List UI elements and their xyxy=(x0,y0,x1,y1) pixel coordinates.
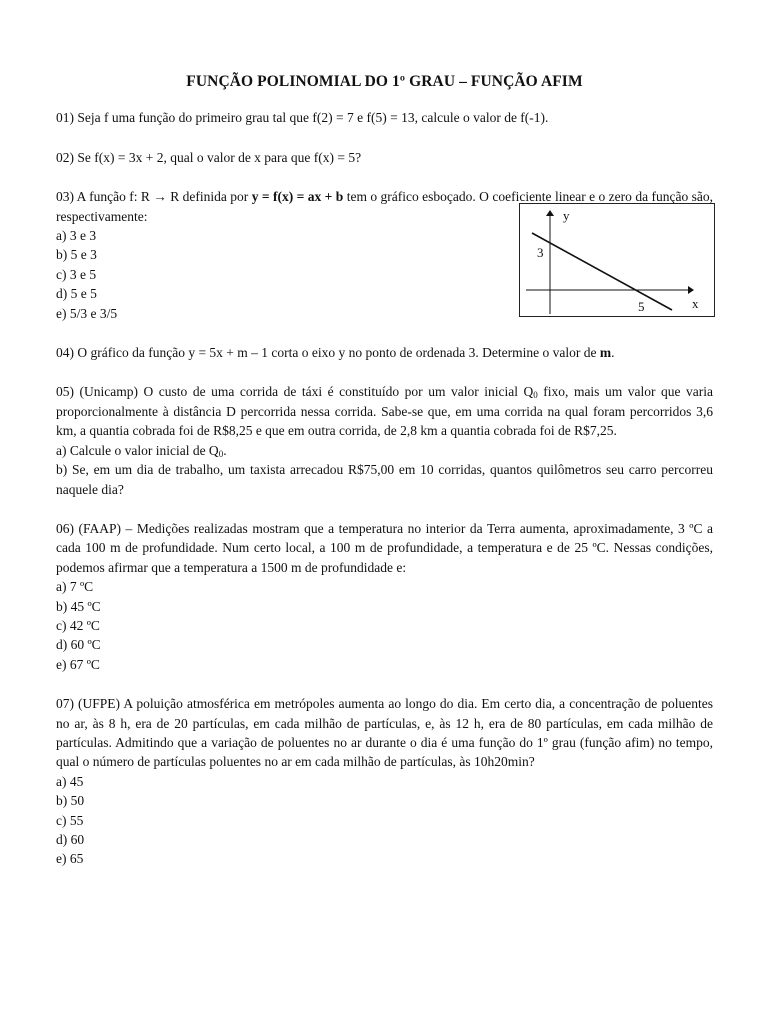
question-04 xyxy=(56,343,713,362)
question-03-option: d) 5 e 5 xyxy=(56,286,97,302)
question-04-variable: m xyxy=(599,345,612,361)
question-02 xyxy=(56,148,713,167)
y-axis-arrow xyxy=(546,210,554,216)
question-06-option: b) 45 ºC xyxy=(56,598,101,614)
x-intercept-label: 5 xyxy=(638,299,645,315)
question-07 xyxy=(56,694,713,869)
line-graph xyxy=(519,203,715,317)
question-05-item-b: b) Se, em um dia de trabalho, um taxista arrecadou R$75,00 em 10 corridas, quantos quilômetros seu carro percorreu naquele dia? xyxy=(56,462,713,497)
question-05-text xyxy=(56,382,713,440)
question-07-text: 07) (UFPE) A poluição atmosférica em metrópoles aumenta ao longo do dia. Em certo dia, a concentração de poluentes no ar, às 8 h, era de 20 partículas, em cada milhão de partículas, e, às 12 h, era de 80 partículas, em cada milhão de partículas. Admitindo que a variação de poluentes no ar durante o dia é uma função do 1º grau (função afim) no tempo, qual o número de partículas poluentes no ar em cada milhão de partículas, às 10h20min? xyxy=(56,696,713,770)
function-line xyxy=(532,233,672,310)
question-03-option: b) 5 e 3 xyxy=(56,247,97,263)
question-05-subscript: 0 xyxy=(533,390,538,401)
question-05 xyxy=(56,382,713,498)
question-06-option: a) 7 ºC xyxy=(56,579,94,595)
question-02-text: 02) Se f(x) = 3x + 2, qual o valor de x para que f(x) = 5? xyxy=(56,149,362,165)
question-06-option: e) 67 ºC xyxy=(56,656,100,672)
question-05-item-a-subscript: 0 xyxy=(218,448,224,459)
question-05-text-b: fixo, mais um valor que varia proporcionalmente à distância D percorrida nessa corrida. Sabe-se que, em uma corrida na qual foram percorridos 3,6 km, a quantia cobrada foi de R$8,25 e que em outra corrida, de 2,8 km a quantia cobrada foi de R$7,25. xyxy=(56,384,713,439)
question-03-text-b: tem o gráfico esboçado. O coeficiente linear e o zero da função são, respectivamente: xyxy=(56,189,714,224)
question-05-item-a xyxy=(56,441,713,460)
worksheet xyxy=(56,72,713,889)
question-06-text: 06) (FAAP) – Medições realizadas mostram que a temperatura no interior da Terra aumenta, aproximadamente, 3 ºC a cada 100 m de profundidade. Num certo local, a 100 m de profundidade, a temperatura e de 25 ºC. Nessas condições, podemos afirmar que a temperatura a 1500 m de profundidade e: xyxy=(56,520,713,575)
question-06-option: d) 60 ºC xyxy=(56,637,101,653)
question-03-option: e) 5/3 e 3/5 xyxy=(56,305,118,321)
question-07-option: e) 65 xyxy=(56,851,84,867)
question-05-text-a: 05) (Unicamp) O custo de uma corrida de táxi é constituído por um valor inicial Q xyxy=(56,384,534,400)
question-07-option: b) 50 xyxy=(56,793,85,809)
question-01 xyxy=(56,108,713,127)
question-03 xyxy=(56,187,713,323)
line-graph-svg xyxy=(520,204,714,316)
question-07-option: c) 55 xyxy=(56,812,84,828)
question-06-option: c) 42 ºC xyxy=(56,617,100,633)
question-05-item-a-text: a) Calcule o valor inicial de Q xyxy=(56,442,219,458)
question-07-option: d) 60 xyxy=(56,832,85,847)
question-04-end: . xyxy=(611,345,615,361)
question-03-text-a: 03) A função f: R → R definida por xyxy=(56,189,252,205)
x-axis-label: x xyxy=(692,296,699,312)
question-05-item-a-end: . xyxy=(223,442,227,458)
question-07-option: a) 45 xyxy=(56,773,84,789)
question-06 xyxy=(56,519,713,674)
y-axis-label: y xyxy=(563,208,570,224)
question-03-formula: y = f(x) = ax + b xyxy=(251,189,344,205)
question-03-option: a) 3 e 3 xyxy=(56,228,97,244)
question-04-text: 04) O gráfico da função y = 5x + m – 1 corta o eixo y no ponto de ordenada 3. Determine o valor de xyxy=(56,345,600,361)
x-axis-arrow xyxy=(688,286,694,294)
y-intercept-label: 3 xyxy=(537,245,544,261)
question-03-option: c) 3 e 5 xyxy=(56,266,97,282)
page-title: FUNÇÃO POLINOMIAL DO 1º GRAU – FUNÇÃO AFIM xyxy=(186,73,583,90)
question-01-text: 01) Seja f uma função do primeiro grau tal que f(2) = 7 e f(5) = 13, calcule o valor de f(-1). xyxy=(56,110,549,126)
